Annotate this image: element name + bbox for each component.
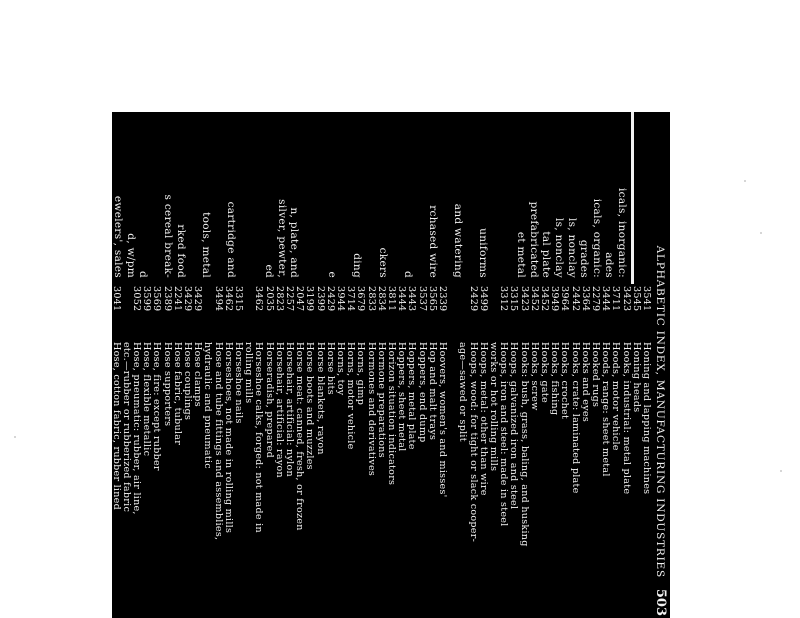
index-entry [528, 282, 540, 411]
index-term: Horizon situation indicators [386, 342, 397, 486]
index-entry [273, 282, 285, 478]
sic-code: 3462 [222, 286, 234, 312]
index-term: Horseshoe calks, forged: not made in [253, 342, 265, 533]
index-term: Hormone preparations [375, 342, 387, 458]
index-entry [426, 282, 438, 440]
index-term: Honing heads [630, 342, 642, 413]
left-column-line: d [137, 270, 150, 278]
column-divider-rule [631, 112, 634, 284]
dust-speck [760, 232, 762, 234]
left-column-line: d, w/pm [124, 233, 137, 278]
sic-code: 3679 [355, 286, 367, 312]
index-term: Hooks, screw [528, 342, 540, 411]
index-term: Hose and tube fittings and assemblies, [212, 342, 224, 541]
left-column-line: d [401, 270, 414, 278]
index-term: etc.—rubber or rubberized fabric [120, 342, 132, 513]
index-entry [405, 282, 417, 450]
index-term: Hooks: bush, grass, baling, and husking [518, 342, 530, 547]
sic-code: 3423 [518, 286, 530, 312]
index-entry [609, 282, 621, 451]
index-term: age—sawed or split [457, 342, 469, 442]
sic-code: 3423 [620, 286, 632, 312]
index-term: Hooks, fishing [549, 342, 561, 416]
index-term: Hooks, crochet [559, 342, 571, 420]
index-entry [518, 282, 530, 547]
sic-code: 3452 [539, 286, 550, 312]
sic-code: 2429 [467, 286, 479, 312]
index-entry [120, 282, 132, 512]
sic-code: 3944 [335, 286, 346, 312]
sic-code: 2834 [375, 286, 387, 312]
index-term: Hop and malt trays [426, 342, 438, 441]
left-column-line: ades [603, 252, 616, 278]
running-head: ALPHABETIC INDEX, MANUFACTURING INDUSTRIES [654, 245, 666, 578]
sic-code: 3315 [508, 286, 520, 312]
index-term: Hoods, motor vehicle [610, 342, 622, 451]
sic-code: 2429 [324, 286, 336, 312]
index-term: Horseradish, prepared [263, 342, 275, 458]
index-entry [365, 282, 377, 476]
index-entry [416, 282, 428, 443]
sic-code: 3364 [579, 286, 591, 312]
index-term: Hoppers, end dump [416, 342, 428, 443]
index-term: Hooked rugs [590, 342, 601, 408]
index-entry [395, 282, 407, 452]
left-column-line: ding [351, 253, 364, 278]
index-term: Hooks, gate [539, 342, 550, 403]
index-term: Horns, motor vehicle [345, 342, 357, 450]
sic-code: 2035 [263, 286, 275, 312]
index-entry [375, 282, 387, 458]
index-term: Hoops, metal: other than wire [477, 342, 489, 496]
sic-code: 3444 [396, 286, 408, 312]
index-entry [467, 282, 479, 542]
index-entry [569, 282, 581, 494]
left-column-line: s cereal break- [162, 194, 175, 278]
sic-code: 3811 [386, 286, 397, 312]
rotated-index-page [112, 112, 670, 618]
left-column-line: et metal [515, 231, 528, 278]
left-column-line: ed [263, 264, 276, 278]
index-term: Horse meat: canned, fresh, or frozen [294, 342, 306, 531]
dust-speck [744, 180, 746, 182]
index-entry [344, 282, 356, 450]
left-column-line: prefabricated [527, 201, 540, 278]
index-entry [171, 282, 183, 445]
dust-speck [780, 470, 782, 472]
index-term: Hoops, wood: for tight or slack cooper- [467, 342, 479, 543]
index-term: Hose, flexible metallic [141, 342, 153, 457]
left-column-line: rchased wire [427, 205, 439, 278]
sic-code: 3599 [141, 286, 153, 312]
page-number: 503 [653, 588, 668, 616]
left-column-line: icals, inorganic: [616, 187, 628, 278]
sic-code: 2257 [284, 286, 295, 312]
index-entry [110, 282, 122, 510]
index-entry [599, 282, 611, 477]
index-term: works or hot rolling mills [488, 342, 499, 472]
index-entry [252, 282, 264, 533]
index-entry [191, 282, 203, 407]
left-column-line: icals, organic: [590, 198, 603, 278]
index-term: Horse bits [324, 342, 336, 395]
left-column-line: silver, pewter, [275, 199, 288, 278]
index-entry [201, 282, 213, 469]
index-term: Horseshoes, not made in rolling mills [222, 342, 234, 534]
index-entry [242, 282, 254, 403]
index-term: Horseshoe nails [233, 342, 244, 424]
sic-code: 3541 [641, 286, 652, 312]
index-term: Hoppers, sheet metal [396, 342, 408, 452]
sic-code: 3041 [110, 286, 122, 312]
index-entry [314, 282, 326, 455]
sic-code: 2339 [437, 286, 448, 312]
dust-speck [14, 436, 16, 438]
sic-code: 2047 [294, 286, 306, 312]
sic-code: 3443 [406, 286, 418, 312]
index-entry [630, 282, 642, 412]
sic-code: 2823 [273, 286, 285, 312]
index-term: Hose couplings [182, 342, 193, 421]
sic-code: 3429 [182, 286, 193, 312]
index-term: rolling mills [243, 342, 255, 404]
index-term: Horns, gimp [355, 342, 367, 406]
index-term: Horsehair, artificial: nylon [284, 342, 295, 477]
index-entry [212, 282, 224, 540]
sic-code: 3949 [549, 286, 561, 312]
index-term: Hoods, range: sheet metal [600, 342, 612, 477]
index-entry [620, 282, 632, 494]
index-term: Hose fabric, tubular [171, 342, 183, 446]
index-term: Horse boots and muzzles [304, 342, 316, 470]
sic-code: 3315 [233, 286, 244, 312]
index-entry [324, 282, 336, 395]
sic-code: 3499 [477, 286, 489, 312]
index-entry [303, 282, 315, 470]
sic-code: 3429 [192, 286, 204, 312]
left-column-line: tal plate [540, 231, 553, 278]
left-column-line: ckers [376, 247, 389, 278]
index-term: Horsehair, artificial: rayon [273, 342, 285, 478]
index-entry [497, 282, 509, 527]
index-term: Hoops, iron and steel: made in steel [498, 342, 510, 527]
index-entry [456, 282, 468, 442]
sic-code: 3199 [304, 286, 316, 312]
index-term: Hose, cotton fabric, rubber lined [110, 342, 122, 510]
left-column-line: e [326, 271, 339, 278]
index-term: Hose, pneumatic: rubber, air line, [131, 342, 142, 515]
index-term: Hoppers, metal plate [406, 342, 418, 450]
sic-code: 3714 [345, 286, 357, 312]
index-term: Horns, toy [335, 342, 346, 396]
index-term: Hoops, galvanized iron and steel [508, 342, 520, 510]
index-entry [263, 282, 275, 458]
left-column-fragments [112, 112, 628, 282]
sic-code: 2833 [365, 286, 377, 312]
sic-code: 3444 [600, 286, 612, 312]
sic-code: 2389 [161, 286, 173, 312]
left-column-line: uniforms [477, 228, 490, 278]
left-column-line: ls, nonclay [565, 218, 578, 278]
index-term: Hose clamps [192, 342, 204, 407]
left-column-line: ewelers', sales [112, 195, 124, 278]
sic-code: 2442 [569, 286, 581, 312]
sic-code: 3312 [498, 286, 510, 312]
index-term: Honing and lapping machines [641, 342, 652, 495]
sic-code: 3537 [416, 286, 428, 312]
index-term: Hooks, crate: laminated plate [569, 342, 581, 494]
left-column-line: rked food [175, 224, 187, 278]
sic-code: 3964 [559, 286, 571, 312]
left-column-line: grades [578, 239, 591, 278]
sic-code: 3494 [212, 286, 224, 312]
index-entry [150, 282, 162, 471]
sic-code: 3052 [131, 286, 142, 312]
left-column-line: n, plate, and [288, 207, 301, 278]
index-entries-column [112, 282, 652, 618]
index-entry [140, 282, 152, 456]
scanned-page [112, 112, 670, 618]
left-column-line: and watering [452, 203, 465, 278]
left-column-line: tools, metal [200, 212, 213, 278]
sic-code: 3462 [253, 286, 265, 312]
left-column-line: cartridge and [225, 201, 238, 278]
index-entry [354, 282, 366, 405]
index-entry [548, 282, 560, 415]
sic-code: 3452 [528, 286, 540, 312]
index-term: Hooks and eyes [579, 342, 591, 422]
index-term: Hooks, industrial: metal plate [620, 342, 632, 495]
sic-code: 2241 [171, 286, 183, 312]
index-entry [477, 282, 489, 496]
sic-code: 2399 [314, 286, 326, 312]
index-entry [293, 282, 305, 531]
index-term: Hormones and derivatives [365, 342, 377, 477]
index-entry [161, 282, 173, 426]
sic-code: 3565 [426, 286, 438, 312]
index-term: hydraulic and pneumatic [202, 342, 214, 469]
index-term: Hose supporters [161, 342, 173, 427]
index-entry [558, 282, 570, 419]
index-term: Horse blankets, rayon [314, 342, 326, 455]
left-column-line: ls, nonclay [553, 218, 565, 278]
sic-code: 2279 [590, 286, 601, 312]
index-entry [579, 282, 591, 422]
index-entry [222, 282, 234, 533]
index-entry [446, 282, 458, 342]
index-entry [507, 282, 519, 509]
sic-code: 3569 [151, 286, 163, 312]
sic-code: 3711 [610, 286, 622, 312]
sic-code: 3545 [630, 286, 642, 312]
index-term: Hose, fire: except rubber [151, 342, 163, 471]
index-term: Hoovers, women's and misses' [437, 342, 448, 498]
